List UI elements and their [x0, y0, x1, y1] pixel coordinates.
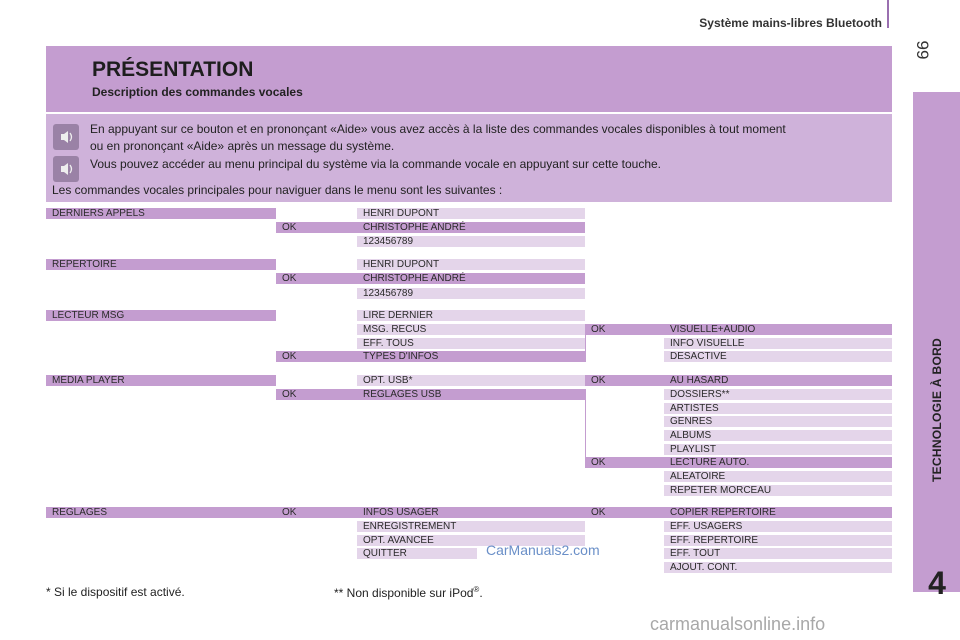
submenu-item: AU HASARD [664, 375, 892, 386]
submenu-item: PLAYLIST [664, 444, 892, 455]
menu-repertoire: REPERTOIRE [46, 259, 276, 270]
submenu-item: DESACTIVE [664, 351, 892, 362]
menu-item: REGLAGES USB [357, 389, 585, 400]
page-subtitle: Description des commandes vocales [92, 85, 303, 99]
submenu-item: DOSSIERS** [664, 389, 892, 400]
tree-connector [585, 389, 586, 467]
ok-label: OK [276, 351, 357, 362]
ok-label: OK [585, 507, 664, 518]
submenu-item: REPETER MORCEAU [664, 485, 892, 496]
menu-item: ENREGISTREMENT [357, 521, 585, 532]
submenu-item: EFF. TOUT [664, 548, 892, 559]
menu-item: LIRE DERNIER [357, 310, 585, 321]
ok-label: OK [276, 222, 357, 233]
watermark-carmanuals: CarManuals2.com [486, 542, 600, 558]
menu-item: CHRISTOPHE ANDRÉ [357, 273, 585, 284]
info-paragraph-2: Vous pouvez accéder au menu principal du système via la commande vocale en appuyant sur cette touche. [90, 157, 662, 171]
menu-derniers-appels: DERNIERS APPELS [46, 208, 276, 219]
page-title: PRÉSENTATION [92, 58, 254, 81]
ok-label: OK [276, 389, 357, 400]
footnote-1: * Si le dispositif est activé. [46, 585, 185, 599]
voice-command-button-icon [53, 156, 79, 182]
submenu-item: INFO VISUELLE [664, 338, 892, 349]
menu-item: MSG. RECUS [357, 324, 585, 335]
menu-item: EFF. TOUS [357, 338, 585, 349]
menu-item: HENRI DUPONT [357, 259, 585, 270]
submenu-item: LECTURE AUTO. [664, 457, 892, 468]
ok-label: OK [276, 507, 357, 518]
submenu-item: VISUELLE+AUDIO [664, 324, 892, 335]
menu-item: OPT. USB* [357, 375, 585, 386]
menu-item: CHRISTOPHE ANDRÉ [357, 222, 585, 233]
header-divider [887, 0, 889, 28]
submenu-item: ALBUMS [664, 430, 892, 441]
submenu-item: GENRES [664, 416, 892, 427]
submenu-item: ALEATOIRE [664, 471, 892, 482]
info-paragraph-3: Les commandes vocales principales pour naviguer dans le menu sont les suivantes : [52, 183, 503, 197]
ok-label: OK [585, 324, 664, 335]
menu-media-player: MEDIA PLAYER [46, 375, 276, 386]
menu-item: 123456789 [357, 288, 585, 299]
menu-item: TYPES D'INFOS [357, 351, 585, 362]
ok-label: OK [585, 375, 664, 386]
page-number: 99 [913, 40, 932, 60]
menu-item: INFOS USAGER [357, 507, 585, 518]
submenu-item: ARTISTES [664, 403, 892, 414]
submenu-item: COPIER REPERTOIRE [664, 507, 892, 518]
help-button-icon [53, 124, 79, 150]
menu-item: OPT. AVANCEE [357, 535, 585, 546]
ok-label: OK [585, 457, 664, 468]
menu-lecteur-msg: LECTEUR MSG [46, 310, 276, 321]
info-paragraph-1-line-2: ou en prononçant «Aide» après un message du système. [90, 139, 395, 153]
info-paragraph-1-line-1: En appuyant sur ce bouton et en prononçant «Aide» vous avez accès à la liste des commandes vocales disponibles à tout moment [90, 122, 786, 136]
section-title: Système mains-libres Bluetooth [699, 16, 882, 30]
submenu-item: AJOUT. CONT. [664, 562, 892, 573]
submenu-item: EFF. USAGERS [664, 521, 892, 532]
chapter-number: 4 [928, 565, 946, 601]
menu-item: QUITTER [357, 548, 477, 559]
menu-item: 123456789 [357, 236, 585, 247]
submenu-item: EFF. REPERTOIRE [664, 535, 892, 546]
menu-reglages: REGLAGES [46, 507, 276, 518]
footnote-2: ** Non disponible sur iPod®. [334, 585, 483, 600]
ok-label: OK [276, 273, 357, 284]
watermark-carmanualsonline: carmanualsonline.info [650, 614, 826, 634]
menu-item: HENRI DUPONT [357, 208, 585, 219]
chapter-label: TECHNOLOGIE À BORD [929, 337, 944, 483]
